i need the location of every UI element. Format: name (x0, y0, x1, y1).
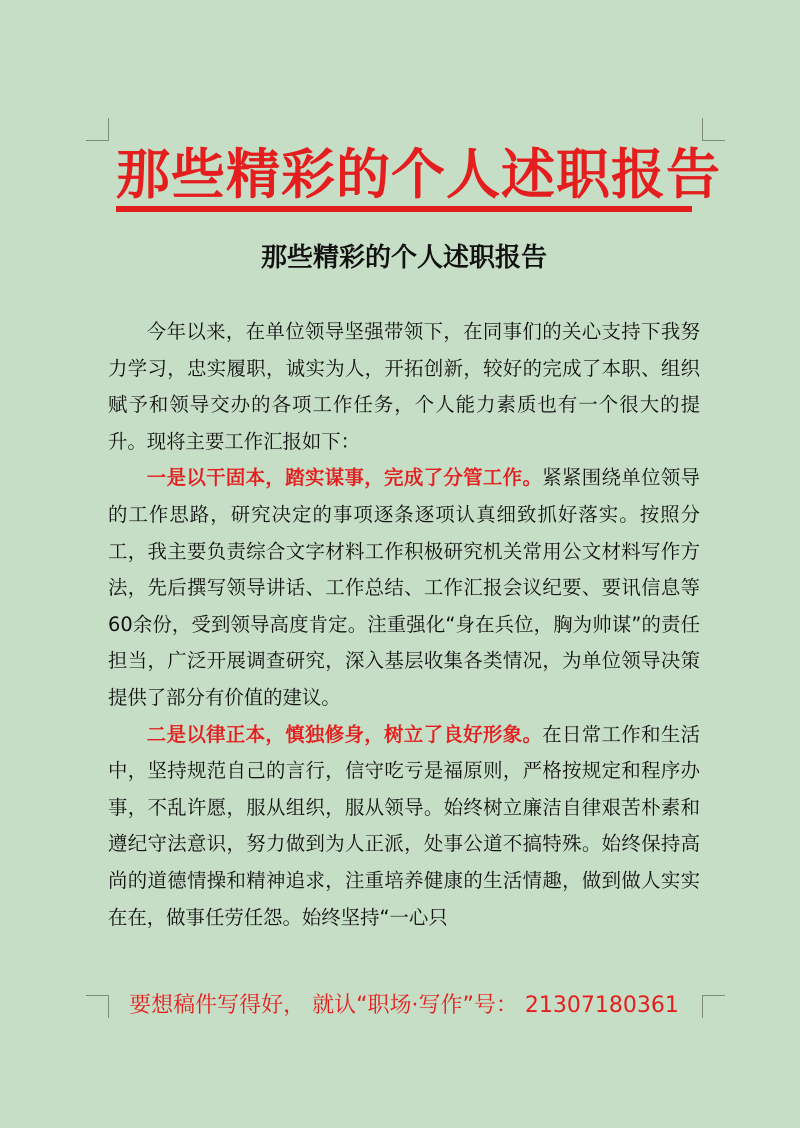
footer-promo: 要想稿件写得好， 就认“职场·写作”号： 21307180361 (129, 993, 679, 1018)
paragraph-section-2 (108, 717, 700, 937)
paragraph-text: 在日常工作和生活中，坚持规范自己的言行，信守吃亏是福原则，严格按规定和程序办事，不乱许愿，服从组织，服从领导。始终树立廉洁自律艰苦朴素和遵纪守法意识，努力做到为人正派，处事公道不搞特殊。始终保持高尚的道德情操和精神追求，注重培养健康的生活情趣，做到做人实实在在，做事任劳任怨。始终坚持“一心只 (108, 722, 701, 929)
paragraph-text: 今年以来，在单位领导坚强带领下，在同事们的关心支持下我努力学习，忠实履职，诚实为人，开拓创新，较好的完成了本职、组织赋予和领导交办的各项工作任务，个人能力素质也有一个很大的提升。现将主要工作汇报如下： (108, 320, 700, 453)
crop-mark-bottom-left (86, 995, 109, 1018)
paragraph-intro (108, 314, 700, 460)
paragraph-text: 紧紧围绕单位领导的工作思路，研究决定的事项逐条逐项认真细致抓好落实。按照分工，我主要负责综合文字材料工作积极研究机关常用公文材料写作方法，先后撰写领导讲话、工作总结、工作汇报会议纪要、要讯信息等60余份，受到领导高度肯定。注重强化“身在兵位，胸为帅谋”的责任担当，广泛开展调查研究，深入基层收集各类情况，为单位领导决策提供了部分有价值的建议。 (108, 466, 701, 709)
document-title: 那些精彩的个人述职报告 (260, 243, 547, 273)
banner-underline (116, 206, 692, 212)
crop-mark-top-left (86, 118, 109, 141)
document-body (108, 314, 700, 936)
paragraph-highlight: 二是以律正本，慎独修身，树立了良好形象。 (146, 722, 543, 746)
paragraph-section-1 (108, 460, 700, 716)
paragraph-highlight: 一是以干固本，踏实谋事，完成了分管工作。 (146, 466, 543, 490)
banner (116, 142, 721, 212)
crop-mark-top-right (702, 118, 725, 141)
banner-title: 那些精彩的个人述职报告 (116, 142, 721, 206)
crop-mark-bottom-right (702, 995, 725, 1018)
